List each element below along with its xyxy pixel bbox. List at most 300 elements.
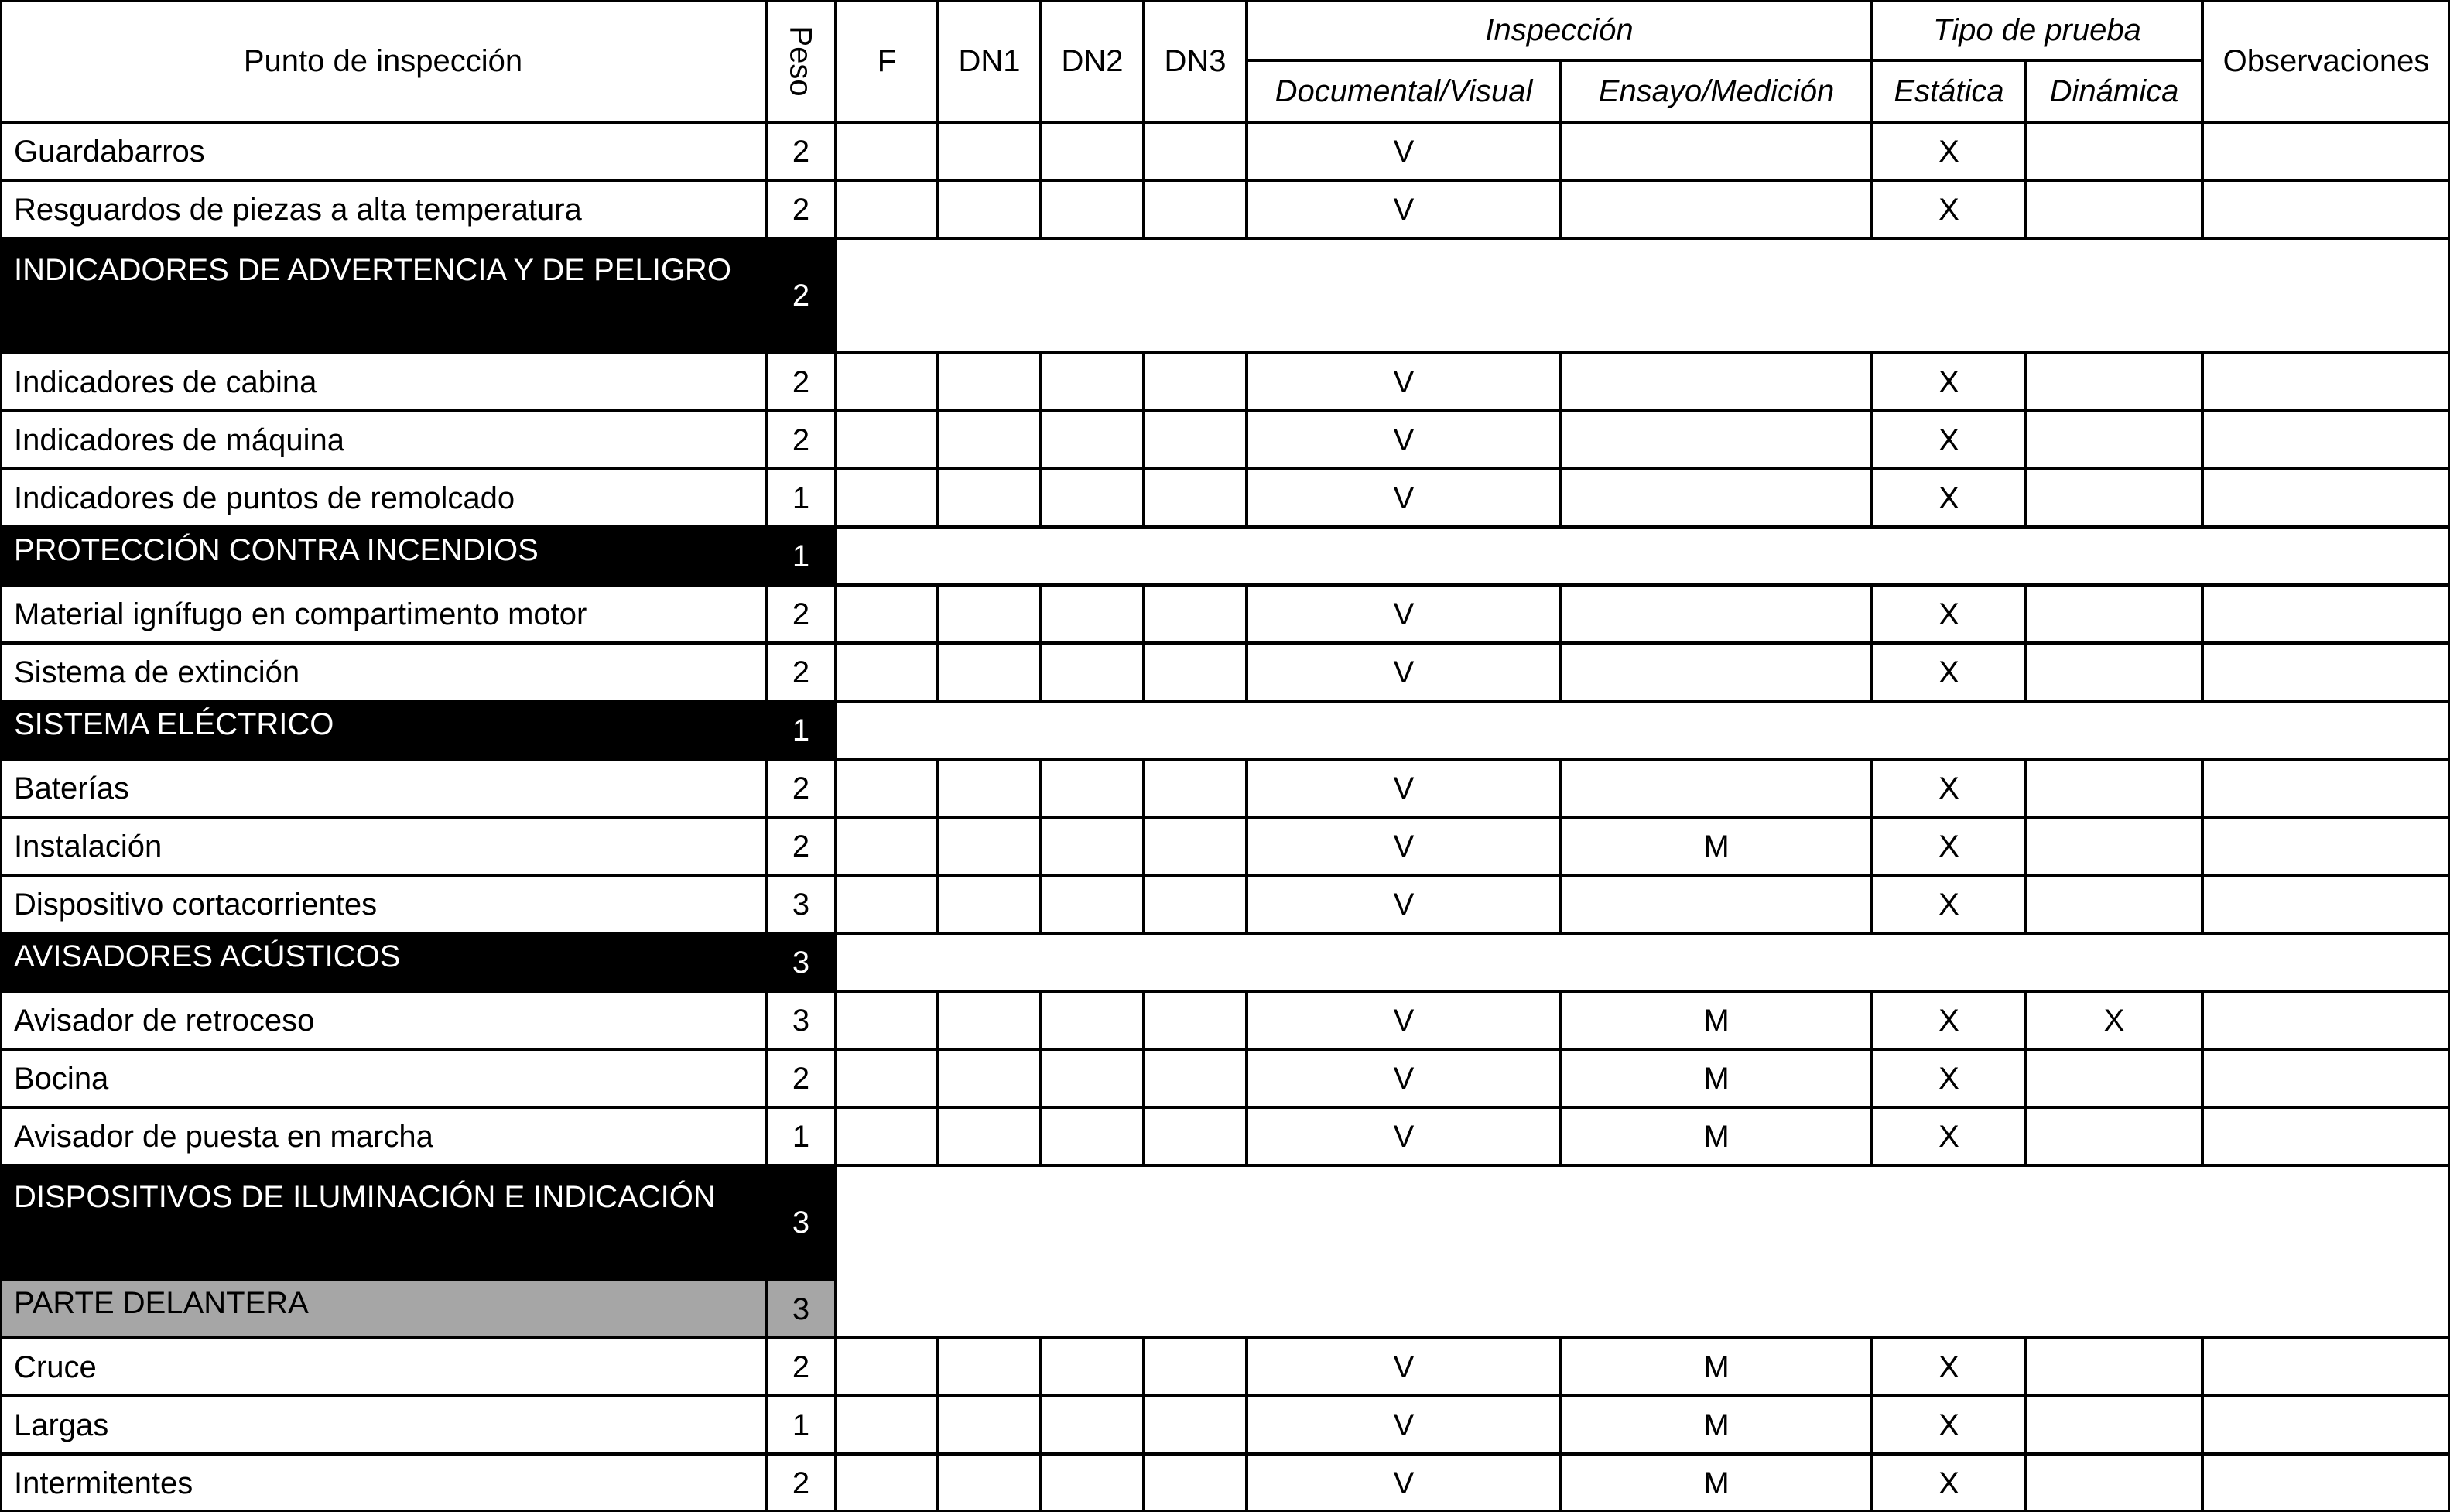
cell-dn1 — [938, 469, 1041, 527]
table-row-peso-text: 2 — [792, 1350, 810, 1384]
cell-visual — [1247, 122, 1561, 180]
cell-observaciones — [2202, 1454, 2450, 1512]
cell-dn3 — [1144, 585, 1247, 643]
section-header — [0, 1165, 766, 1280]
table-row-name-text: Avisador de retroceso — [14, 1003, 315, 1038]
cell-visual-text: V — [1393, 597, 1415, 631]
section-peso-text: 3 — [792, 1206, 810, 1240]
table-row-name-text: Dispositivo cortacorrientes — [14, 887, 378, 922]
header-ensayo-medicion-text: Ensayo/Medición — [1598, 74, 1835, 108]
table-row-peso-text: 2 — [792, 771, 810, 806]
cell-medicion — [1561, 585, 1872, 643]
header-inspeccion-text: Inspección — [1485, 13, 1634, 47]
table-row-name-text: Indicadores de puntos de remolcado — [14, 481, 515, 515]
header-observaciones — [2202, 0, 2450, 122]
cell-f — [836, 469, 938, 527]
cell-medicion — [1561, 1049, 1872, 1107]
cell-dn2 — [1041, 643, 1144, 701]
cell-dinamica — [2026, 585, 2202, 643]
cell-dn3 — [1144, 411, 1247, 469]
cell-visual-text: V — [1393, 887, 1415, 922]
cell-dinamica — [2026, 353, 2202, 411]
cell-dinamica — [2026, 643, 2202, 701]
table-row-peso-text: 2 — [792, 192, 810, 227]
section-blank-span — [836, 701, 2450, 759]
cell-visual-text: V — [1393, 1119, 1415, 1154]
cell-observaciones — [2202, 875, 2450, 933]
table-row-name — [0, 817, 766, 875]
cell-medicion — [1561, 875, 1872, 933]
cell-medicion — [1561, 1107, 1872, 1165]
cell-observaciones — [2202, 585, 2450, 643]
cell-estatica-text: X — [1938, 1003, 1959, 1038]
cell-observaciones — [2202, 1049, 2450, 1107]
cell-dn1 — [938, 411, 1041, 469]
section-header — [0, 238, 766, 353]
cell-visual — [1247, 1396, 1561, 1454]
cell-dn3 — [1144, 875, 1247, 933]
cell-dn3 — [1144, 180, 1247, 238]
table-row-peso-text: 2 — [792, 422, 810, 457]
cell-dinamica-text: X — [2103, 1003, 2125, 1038]
cell-estatica-text: X — [1938, 1350, 1959, 1384]
header-dinamica-text: Dinámica — [2049, 74, 2179, 108]
cell-visual — [1247, 411, 1561, 469]
table-row-peso — [766, 353, 836, 411]
cell-estatica-text: X — [1938, 422, 1959, 457]
cell-visual — [1247, 1049, 1561, 1107]
header-dn3-text: DN3 — [1164, 44, 1227, 78]
cell-estatica — [1872, 180, 2026, 238]
cell-medicion — [1561, 411, 1872, 469]
cell-estatica — [1872, 1049, 2026, 1107]
header-peso — [766, 0, 836, 122]
table-row-name — [0, 1107, 766, 1165]
header-dn1-text: DN1 — [958, 44, 1021, 78]
cell-dinamica — [2026, 1396, 2202, 1454]
section-peso — [766, 238, 836, 353]
cell-f — [836, 353, 938, 411]
section-peso — [766, 527, 836, 585]
cell-visual — [1247, 1107, 1561, 1165]
header-dinamica — [2026, 60, 2202, 122]
cell-f — [836, 1338, 938, 1396]
cell-medicion-text: M — [1703, 1003, 1730, 1038]
cell-visual-text: V — [1393, 481, 1415, 515]
cell-estatica-text: X — [1938, 597, 1959, 631]
section-peso — [766, 933, 836, 991]
cell-observaciones — [2202, 817, 2450, 875]
cell-estatica-text: X — [1938, 134, 1959, 169]
table-row-peso — [766, 180, 836, 238]
cell-dn2 — [1041, 411, 1144, 469]
table-row-name-text: Material ignífugo en compartimento motor — [14, 597, 587, 631]
cell-estatica — [1872, 1338, 2026, 1396]
cell-estatica — [1872, 759, 2026, 817]
cell-dn1 — [938, 180, 1041, 238]
header-f — [836, 0, 938, 122]
cell-visual — [1247, 643, 1561, 701]
cell-dn1 — [938, 122, 1041, 180]
cell-dn2 — [1041, 1338, 1144, 1396]
table-row-name — [0, 180, 766, 238]
cell-dn1 — [938, 585, 1041, 643]
table-row-name-text: Intermitentes — [14, 1466, 193, 1500]
cell-estatica — [1872, 122, 2026, 180]
section-header-text: SISTEMA ELÉCTRICO — [14, 707, 334, 741]
cell-visual — [1247, 585, 1561, 643]
cell-medicion-text: M — [1703, 1408, 1730, 1442]
cell-dn2 — [1041, 759, 1144, 817]
header-dn3 — [1144, 0, 1247, 122]
table-row-name-text: Bocina — [14, 1061, 109, 1096]
table-row-name-text: Instalación — [14, 829, 163, 864]
cell-estatica-text: X — [1938, 1408, 1959, 1442]
cell-dn1 — [938, 353, 1041, 411]
section-header — [0, 527, 766, 585]
cell-dn1 — [938, 817, 1041, 875]
table-row-name-text: Resguardos de piezas a alta temperatura — [14, 192, 582, 227]
cell-visual — [1247, 817, 1561, 875]
table-row-name-text: Avisador de puesta en marcha — [14, 1119, 433, 1154]
cell-dinamica — [2026, 1107, 2202, 1165]
table-row-peso — [766, 1107, 836, 1165]
cell-medicion-text: M — [1703, 829, 1730, 864]
table-row-name — [0, 411, 766, 469]
cell-estatica-text: X — [1938, 481, 1959, 515]
section-header-text: INDICADORES DE ADVERTENCIA Y DE PELIGRO — [14, 253, 731, 287]
table-row-peso-text: 3 — [792, 887, 810, 922]
cell-dn3 — [1144, 1107, 1247, 1165]
cell-estatica — [1872, 1454, 2026, 1512]
header-punto — [0, 0, 766, 122]
subsection-header-text: PARTE DELANTERA — [14, 1286, 309, 1320]
cell-dinamica — [2026, 411, 2202, 469]
cell-dn3 — [1144, 469, 1247, 527]
cell-dn3 — [1144, 1396, 1247, 1454]
cell-dinamica — [2026, 180, 2202, 238]
section-header — [0, 933, 766, 991]
table-row-peso — [766, 1454, 836, 1512]
cell-dinamica — [2026, 1049, 2202, 1107]
table-row-name-text: Guardabarros — [14, 134, 205, 169]
section-peso — [766, 701, 836, 759]
cell-dn3 — [1144, 991, 1247, 1049]
cell-estatica-text: X — [1938, 771, 1959, 806]
header-estatica-text: Estática — [1894, 74, 2004, 108]
cell-estatica — [1872, 643, 2026, 701]
subsection-peso-text: 3 — [792, 1291, 810, 1326]
cell-visual-text: V — [1393, 134, 1415, 169]
table-row-peso-text: 2 — [792, 364, 810, 399]
cell-dn2 — [1041, 1396, 1144, 1454]
cell-estatica — [1872, 1396, 2026, 1454]
cell-estatica-text: X — [1938, 655, 1959, 689]
table-row-name — [0, 1396, 766, 1454]
table-row-name — [0, 353, 766, 411]
header-peso-text: Peso — [784, 26, 819, 97]
cell-f — [836, 759, 938, 817]
table-row-name-text: Indicadores de cabina — [14, 364, 317, 399]
table-row-peso — [766, 817, 836, 875]
table-row-peso — [766, 991, 836, 1049]
cell-dinamica — [2026, 875, 2202, 933]
table-row-peso-text: 2 — [792, 597, 810, 631]
cell-visual-text: V — [1393, 1350, 1415, 1384]
table-row-name-text: Largas — [14, 1408, 109, 1442]
cell-medicion-text: M — [1703, 1466, 1730, 1500]
table-row-peso — [766, 411, 836, 469]
table-row-peso-text: 1 — [792, 1408, 810, 1442]
table-row-name — [0, 469, 766, 527]
cell-f — [836, 875, 938, 933]
cell-visual-text: V — [1393, 1408, 1415, 1442]
cell-observaciones — [2202, 122, 2450, 180]
section-peso — [766, 1165, 836, 1280]
cell-dn3 — [1144, 643, 1247, 701]
cell-dn2 — [1041, 122, 1144, 180]
cell-medicion-text: M — [1703, 1350, 1730, 1384]
cell-medicion-text: M — [1703, 1061, 1730, 1096]
table-row-peso — [766, 1338, 836, 1396]
cell-medicion — [1561, 353, 1872, 411]
cell-visual — [1247, 1338, 1561, 1396]
cell-dinamica — [2026, 122, 2202, 180]
table-row-peso — [766, 759, 836, 817]
table-row-peso — [766, 875, 836, 933]
cell-f — [836, 817, 938, 875]
cell-dn1 — [938, 643, 1041, 701]
table-row-peso-text: 1 — [792, 1119, 810, 1154]
cell-f — [836, 180, 938, 238]
section-header-text: AVISADORES ACÚSTICOS — [14, 939, 401, 973]
section-peso-text: 1 — [792, 713, 810, 747]
cell-visual — [1247, 180, 1561, 238]
cell-f — [836, 1049, 938, 1107]
cell-dn1 — [938, 1338, 1041, 1396]
cell-dn2 — [1041, 1107, 1144, 1165]
table-row-name-text: Baterías — [14, 771, 129, 806]
cell-dn3 — [1144, 759, 1247, 817]
section-peso-text: 1 — [792, 539, 810, 573]
cell-estatica-text: X — [1938, 1119, 1959, 1154]
cell-f — [836, 585, 938, 643]
table-row-peso-text: 2 — [792, 655, 810, 689]
cell-dinamica — [2026, 817, 2202, 875]
cell-dn2 — [1041, 991, 1144, 1049]
cell-dn3 — [1144, 1049, 1247, 1107]
cell-f — [836, 411, 938, 469]
cell-estatica — [1872, 991, 2026, 1049]
header-documental-visual — [1247, 60, 1561, 122]
cell-medicion — [1561, 122, 1872, 180]
cell-dn2 — [1041, 817, 1144, 875]
header-ensayo-medicion — [1561, 60, 1872, 122]
table-row-peso-text: 1 — [792, 481, 810, 515]
table-row-name-text: Indicadores de máquina — [14, 422, 344, 457]
section-blank-span — [836, 527, 2450, 585]
subsection-peso — [766, 1280, 836, 1338]
cell-dn2 — [1041, 585, 1144, 643]
cell-dn2 — [1041, 353, 1144, 411]
header-dn2-text: DN2 — [1061, 44, 1124, 78]
cell-visual — [1247, 991, 1561, 1049]
cell-medicion-text: M — [1703, 1119, 1730, 1154]
cell-observaciones — [2202, 991, 2450, 1049]
cell-dinamica — [2026, 1454, 2202, 1512]
table-row-peso — [766, 1396, 836, 1454]
cell-f — [836, 1396, 938, 1454]
cell-visual — [1247, 469, 1561, 527]
cell-visual-text: V — [1393, 1466, 1415, 1500]
header-dn2 — [1041, 0, 1144, 122]
cell-dn1 — [938, 1454, 1041, 1512]
cell-dn3 — [1144, 122, 1247, 180]
table-row-peso — [766, 469, 836, 527]
cell-observaciones — [2202, 1338, 2450, 1396]
header-documental-visual-text: Documental/Visual — [1275, 74, 1533, 108]
cell-medicion — [1561, 1396, 1872, 1454]
cell-observaciones — [2202, 759, 2450, 817]
section-header-text: DISPOSITIVOS DE ILUMINACIÓN E INDICACIÓN — [14, 1180, 716, 1214]
header-tipo-prueba-text: Tipo de prueba — [1933, 13, 2141, 47]
cell-f — [836, 1107, 938, 1165]
cell-visual-text: V — [1393, 829, 1415, 864]
section-blank-span — [836, 1165, 2450, 1338]
table-row-name — [0, 875, 766, 933]
cell-dn1 — [938, 1107, 1041, 1165]
table-row-peso-text: 2 — [792, 1466, 810, 1500]
cell-estatica-text: X — [1938, 1466, 1959, 1500]
cell-observaciones — [2202, 469, 2450, 527]
cell-medicion — [1561, 469, 1872, 527]
cell-visual — [1247, 1454, 1561, 1512]
cell-medicion — [1561, 759, 1872, 817]
cell-estatica-text: X — [1938, 887, 1959, 922]
cell-estatica — [1872, 1107, 2026, 1165]
cell-estatica-text: X — [1938, 1061, 1959, 1096]
table-row-peso-text: 3 — [792, 1003, 810, 1038]
cell-medicion — [1561, 1454, 1872, 1512]
header-punto-text: Punto de inspección — [243, 44, 523, 78]
table-row-name — [0, 1338, 766, 1396]
cell-dn2 — [1041, 180, 1144, 238]
cell-dn2 — [1041, 1049, 1144, 1107]
cell-visual-text: V — [1393, 1003, 1415, 1038]
cell-dinamica — [2026, 469, 2202, 527]
cell-dn1 — [938, 759, 1041, 817]
cell-observaciones — [2202, 643, 2450, 701]
cell-observaciones — [2202, 353, 2450, 411]
cell-dn3 — [1144, 1454, 1247, 1512]
table-row-name-text: Sistema de extinción — [14, 655, 300, 689]
cell-estatica-text: X — [1938, 192, 1959, 227]
table-row-peso — [766, 643, 836, 701]
cell-dn3 — [1144, 1338, 1247, 1396]
cell-visual — [1247, 875, 1561, 933]
cell-medicion — [1561, 180, 1872, 238]
header-tipo-prueba — [1872, 0, 2202, 60]
cell-dinamica — [2026, 759, 2202, 817]
cell-dn1 — [938, 991, 1041, 1049]
cell-visual-text: V — [1393, 364, 1415, 399]
section-header — [0, 701, 766, 759]
header-f-text: F — [877, 44, 897, 78]
table-row-name — [0, 1049, 766, 1107]
cell-visual-text: V — [1393, 655, 1415, 689]
cell-observaciones — [2202, 1396, 2450, 1454]
cell-estatica-text: X — [1938, 829, 1959, 864]
table-row-peso-text: 2 — [792, 1061, 810, 1096]
cell-f — [836, 991, 938, 1049]
cell-f — [836, 643, 938, 701]
cell-dn2 — [1041, 1454, 1144, 1512]
table-row-name — [0, 1454, 766, 1512]
table-row-peso — [766, 122, 836, 180]
cell-medicion — [1561, 991, 1872, 1049]
cell-medicion — [1561, 1338, 1872, 1396]
cell-dn1 — [938, 1396, 1041, 1454]
subsection-header — [0, 1280, 766, 1338]
table-row-name — [0, 991, 766, 1049]
section-peso-text: 2 — [792, 279, 810, 313]
cell-dinamica — [2026, 991, 2202, 1049]
cell-observaciones — [2202, 180, 2450, 238]
header-inspeccion — [1247, 0, 1872, 60]
cell-visual-text: V — [1393, 192, 1415, 227]
cell-visual-text: V — [1393, 771, 1415, 806]
cell-dinamica — [2026, 1338, 2202, 1396]
table-row-name-text: Cruce — [14, 1350, 97, 1384]
cell-visual — [1247, 759, 1561, 817]
table-row-name — [0, 122, 766, 180]
cell-f — [836, 1454, 938, 1512]
cell-medicion — [1561, 817, 1872, 875]
table-row-name — [0, 643, 766, 701]
cell-visual-text: V — [1393, 1061, 1415, 1096]
header-observaciones-text: Observaciones — [2222, 44, 2430, 78]
cell-dn1 — [938, 1049, 1041, 1107]
header-estatica — [1872, 60, 2026, 122]
cell-observaciones — [2202, 1107, 2450, 1165]
cell-estatica — [1872, 875, 2026, 933]
cell-observaciones — [2202, 411, 2450, 469]
cell-estatica — [1872, 411, 2026, 469]
section-blank-span — [836, 933, 2450, 991]
cell-visual-text: V — [1393, 422, 1415, 457]
cell-f — [836, 122, 938, 180]
section-blank-span — [836, 238, 2450, 353]
cell-estatica — [1872, 469, 2026, 527]
cell-estatica — [1872, 353, 2026, 411]
table-row-peso-text: 2 — [792, 134, 810, 169]
cell-visual — [1247, 353, 1561, 411]
cell-dn2 — [1041, 875, 1144, 933]
table-row-peso — [766, 585, 836, 643]
header-dn1 — [938, 0, 1041, 122]
cell-dn3 — [1144, 353, 1247, 411]
table-row-peso — [766, 1049, 836, 1107]
cell-estatica-text: X — [1938, 364, 1959, 399]
cell-dn2 — [1041, 469, 1144, 527]
cell-estatica — [1872, 817, 2026, 875]
table-row-name — [0, 759, 766, 817]
cell-medicion — [1561, 643, 1872, 701]
section-peso-text: 3 — [792, 945, 810, 980]
cell-dn1 — [938, 875, 1041, 933]
cell-estatica — [1872, 585, 2026, 643]
cell-dn3 — [1144, 817, 1247, 875]
